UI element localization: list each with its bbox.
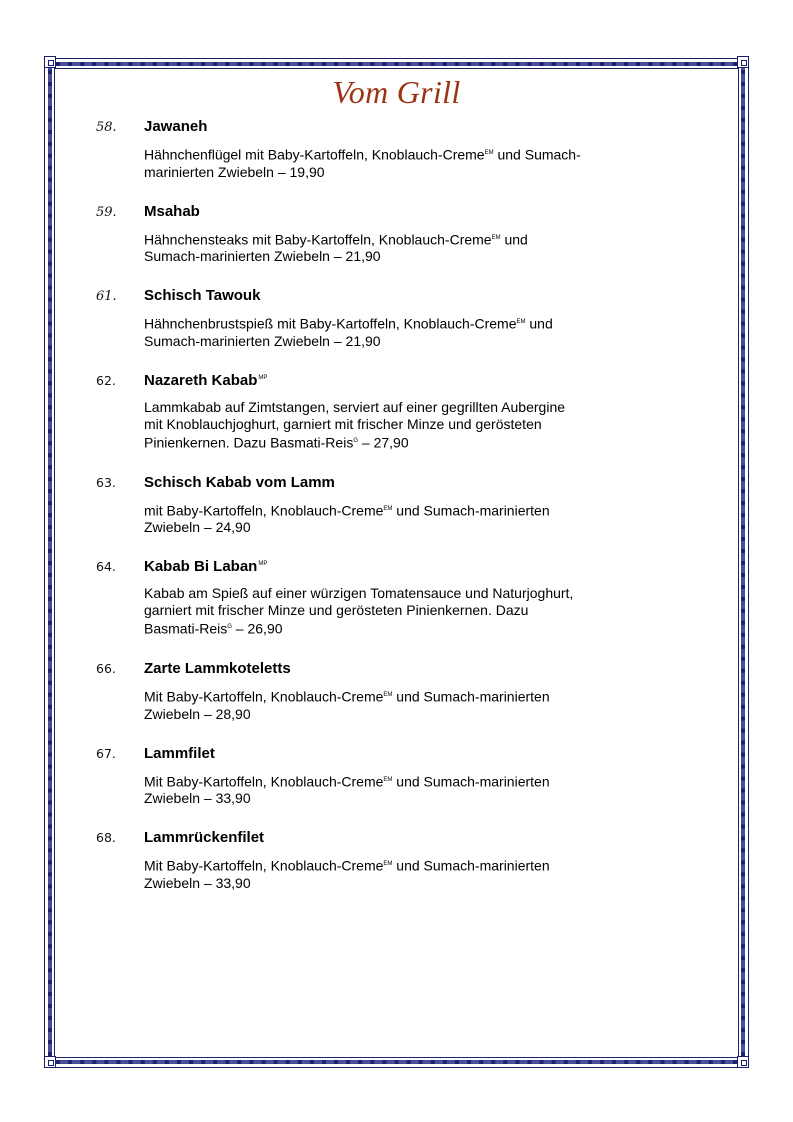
desc-text: Mit Baby-Kartoffeln, Knoblauch-Creme bbox=[144, 857, 384, 874]
desc-text: – 27,90 bbox=[358, 434, 409, 451]
desc-text: und Sumach- bbox=[493, 146, 581, 163]
menu-item bbox=[96, 745, 656, 808]
desc-text: Sumach-marinierten Zwiebeln – 21,90 bbox=[144, 332, 381, 349]
desc-text: und Sumach-marinierten bbox=[392, 502, 550, 519]
desc-text: mit Knoblauchjoghurt, garniert mit frischer Minze und gerösteten bbox=[144, 415, 542, 432]
item-tag: MP bbox=[258, 374, 268, 381]
item-name: Schisch Tawouk bbox=[144, 287, 261, 305]
desc-text: mit Baby-Kartoffeln, Knoblauch-Creme bbox=[144, 502, 384, 519]
desc-text: Zwiebeln – 24,90 bbox=[144, 519, 251, 536]
item-name bbox=[144, 372, 267, 389]
desc-text: und bbox=[525, 315, 553, 332]
menu-item bbox=[96, 829, 656, 892]
frame-corner-ornament bbox=[737, 56, 749, 68]
item-description bbox=[144, 585, 656, 638]
allergen-code: EM bbox=[383, 505, 393, 512]
desc-text: Zwiebeln – 33,90 bbox=[144, 790, 251, 807]
allergen-code: EM bbox=[383, 691, 393, 698]
desc-text: Zwiebeln – 33,90 bbox=[144, 874, 251, 891]
desc-text: Lammkabab auf Zimtstangen, serviert auf einer gegrillten Aubergine bbox=[144, 398, 566, 415]
item-description bbox=[144, 399, 656, 452]
allergen-code: EM bbox=[484, 150, 494, 156]
desc-text: Basmati-Reis bbox=[144, 620, 228, 637]
menu-item bbox=[96, 203, 656, 266]
item-name bbox=[144, 558, 267, 575]
desc-text: marinierten Zwiebeln – 19,90 bbox=[144, 163, 325, 180]
desc-text: Sumach-marinierten Zwiebeln – 21,90 bbox=[144, 248, 381, 265]
item-name: Msahab bbox=[144, 202, 200, 220]
item-name: Jawaneh bbox=[144, 118, 208, 135]
allergen-code: G bbox=[227, 624, 232, 631]
allergen-code: EM bbox=[383, 776, 393, 783]
desc-text: und Sumach-marinierten bbox=[392, 773, 550, 790]
desc-text: und Sumach-marinierten bbox=[392, 857, 550, 874]
item-description bbox=[144, 856, 656, 892]
page-title: Vom Grill bbox=[332, 74, 461, 110]
item-description bbox=[144, 314, 656, 350]
item-number: 67. bbox=[96, 745, 116, 761]
desc-text: und Sumach-marinierten bbox=[392, 688, 550, 705]
item-number: 68. bbox=[96, 830, 116, 846]
menu-item bbox=[96, 287, 656, 350]
item-description bbox=[144, 230, 656, 266]
allergen-code: EM bbox=[516, 319, 526, 326]
desc-text: Pinienkernen. Dazu Basmati-Reis bbox=[144, 434, 354, 451]
desc-text: Mit Baby-Kartoffeln, Knoblauch-Creme bbox=[144, 688, 384, 705]
item-number: 62. bbox=[96, 372, 116, 388]
item-name: Lammfilet bbox=[144, 744, 215, 762]
item-number: 59. bbox=[96, 204, 117, 220]
allergen-code: EM bbox=[383, 861, 393, 868]
item-description bbox=[144, 687, 656, 723]
frame-corner-ornament bbox=[737, 1056, 749, 1068]
item-number: 63. bbox=[96, 474, 116, 490]
item-description bbox=[144, 145, 656, 181]
desc-text: garniert mit frischer Minze und gerösteten Pinienkernen. Dazu bbox=[144, 602, 529, 619]
desc-text: Zwiebeln – 28,90 bbox=[144, 705, 251, 722]
item-name: Lammrückenfilet bbox=[144, 829, 265, 847]
desc-text: Mit Baby-Kartoffeln, Knoblauch-Creme bbox=[144, 773, 384, 790]
menu-item bbox=[96, 118, 656, 181]
menu-item bbox=[96, 558, 656, 638]
menu-item bbox=[96, 372, 656, 452]
item-number: 61. bbox=[96, 289, 117, 305]
allergen-code: EM bbox=[491, 234, 501, 241]
menu-item bbox=[96, 660, 656, 723]
desc-text: Hähnchenbrustspieß mit Baby-Kartoffeln, Knoblauch-Creme bbox=[144, 315, 517, 332]
desc-text: Kabab am Spieß auf einer würzigen Tomatensauce und Naturjoghurt, bbox=[144, 585, 574, 602]
desc-text: – 26,90 bbox=[231, 620, 283, 637]
desc-text: und bbox=[500, 231, 528, 248]
desc-text: Hähnchensteaks mit Baby-Kartoffeln, Knoblauch-Creme bbox=[144, 231, 492, 248]
item-name-text: Kabab Bi Laban bbox=[144, 558, 258, 576]
item-number: 66. bbox=[96, 660, 116, 676]
frame-corner-ornament bbox=[44, 56, 56, 68]
item-number: 64. bbox=[96, 559, 116, 575]
item-number: 58. bbox=[96, 120, 117, 135]
item-tag: MP bbox=[258, 561, 268, 568]
item-name: Zarte Lammkoteletts bbox=[144, 659, 291, 677]
item-name-text: Nazareth Kabab bbox=[144, 371, 258, 389]
frame-corner-ornament bbox=[44, 1056, 56, 1068]
item-name: Schisch Kabab vom Lamm bbox=[144, 473, 335, 491]
allergen-code: G bbox=[353, 437, 358, 444]
menu-list bbox=[96, 118, 656, 914]
desc-text: Hähnchenflügel mit Baby-Kartoffeln, Knoblauch-Creme bbox=[144, 146, 485, 163]
item-description bbox=[144, 501, 656, 537]
item-description bbox=[144, 772, 656, 808]
menu-item bbox=[96, 474, 656, 537]
